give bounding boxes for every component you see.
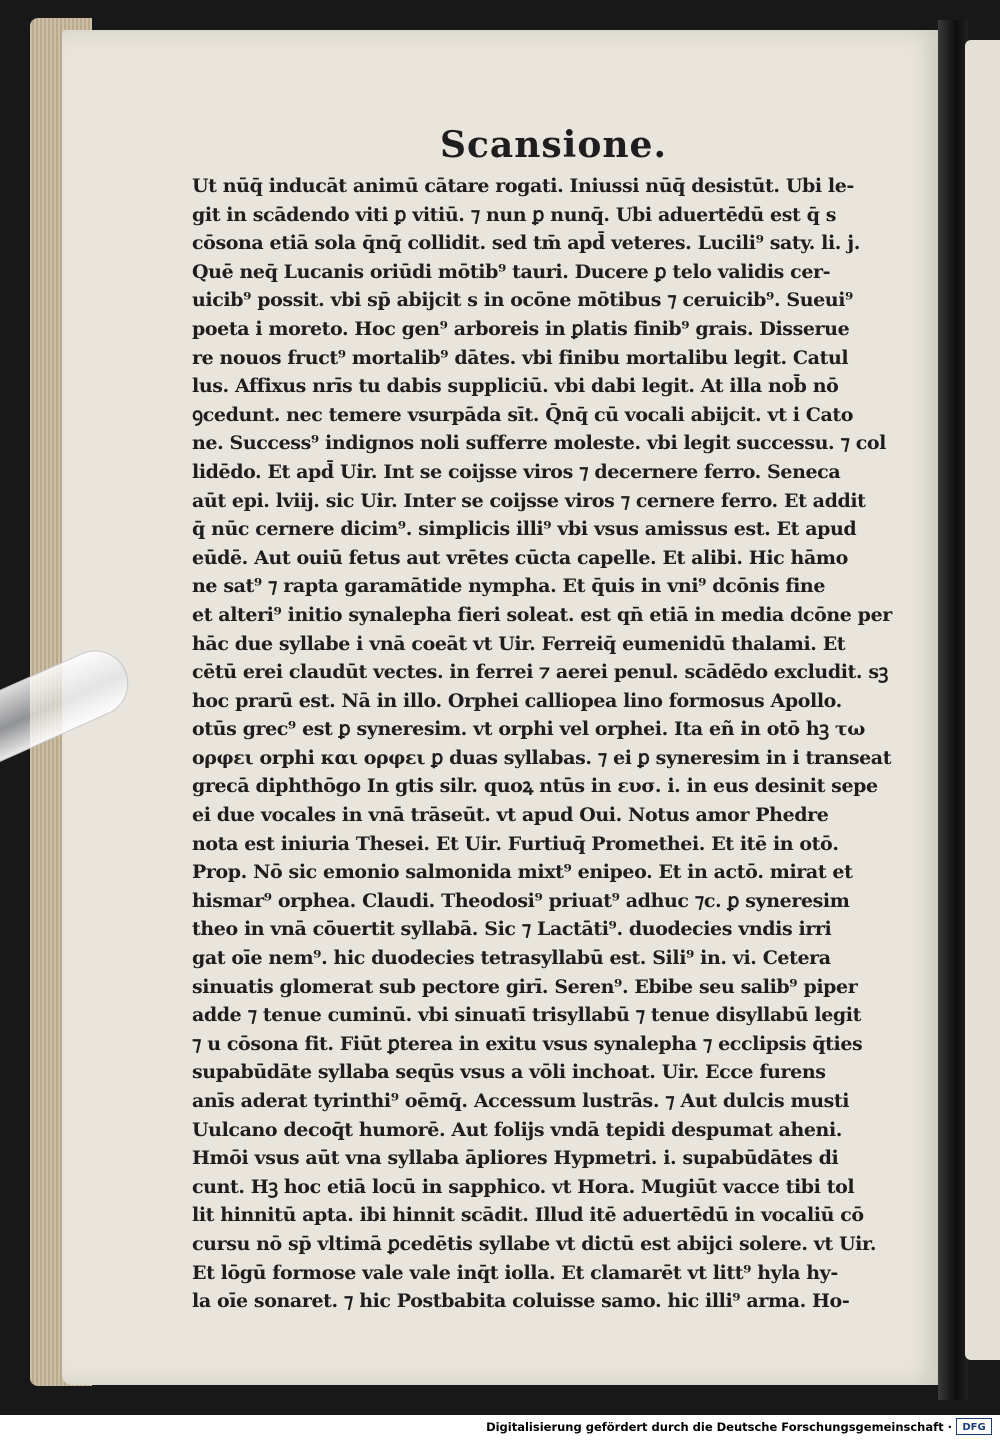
text-line: re nouos fruct⁹ mortalib⁹ dātes. vbi finibu mortalibu legit. Catul	[192, 346, 849, 369]
footer-bar	[0, 1415, 1000, 1440]
text-line: sinuatis glomerat sub pectore girī. Seren⁹. Ebibe seu salib⁹ piper	[192, 975, 858, 998]
text-line: theo in vnā cōuertit syllabā. Sic ⁊ Lactāti⁹. duodecies vndis irri	[192, 918, 832, 941]
book-gutter	[938, 20, 968, 1400]
text-line: Prop. Nō sic emonio salmonida mixt⁹ enipeo. Et in actō. mirat et	[192, 861, 853, 884]
text-line: cursu nō sp̄ vltimā ꝑcedētis syllabe vt dictū est abijci solere. vt Uir.	[192, 1232, 877, 1255]
text-line: Hmōi vsus aūt vna syllaba āpliores Hypmetri. i. supabūdātes di	[192, 1147, 839, 1170]
text-line: ꝯcedunt. nec temere vsurpāda sīt. Q̄nq̄ cū vocali abijcit. vt i Cato	[192, 403, 854, 426]
text-line: ei due vocales in vnā trāseūt. vt apud Oui. Notus amor Phedre	[192, 804, 829, 827]
text-line: Uulcano decoq̄t humorē. Aut folijs vndā tepidi despumat aheni.	[192, 1118, 843, 1141]
text-line: anīs aderat tyrinthi⁹ oēmq̄. Accessum lustrās. ⁊ Aut dulcis musti	[192, 1090, 850, 1112]
text-line: Quē neq̄ Lucanis oriūdi mōtib⁹ tauri. Ducere ꝑ telo validis cer-	[192, 260, 831, 283]
text-line: poeta i moreto. Hoc gen⁹ arboreis in ꝑlatis finib⁹ grais. Disserue	[192, 317, 850, 340]
text-line: uicib⁹ possit. vbi sp̄ abijcit s in ocōne mōtibus ⁊ ceruicib⁹. Sueui⁹	[192, 289, 853, 312]
text-line: cētū erei claudūt vectes. in ferrei ⁊ aerei penul. scādēdo excludit. sꝫ	[192, 661, 888, 684]
dfg-logo[interactable]: DFG	[956, 1418, 992, 1435]
text-line: ⁊ u cōsona fit. Fiūt ꝑterea in exitu vsus synalepha ⁊ ecclipsis q̄ties	[192, 1032, 863, 1055]
text-line: supabūdāte syllaba seqūs vsus a vōli inchoat. Uir. Ecce furens	[192, 1061, 826, 1084]
text-line: cunt. Hꝫ hoc etiā locū in sapphico. vt Hora. Mugiūt vacce tibi tol	[192, 1175, 855, 1198]
text-line: ne sat⁹ ⁊ rapta garamātide nympha. Et q̄uis in vni⁹ dcōnis fine	[192, 575, 826, 598]
text-line: adde ⁊ tenue cuminū. vbi sinuatī trisyllabū ⁊ tenue disyllabū legit	[192, 1004, 861, 1027]
text-line: lidēdo. Et apd̄ Uir. Int se coijsse viros ⁊ decernere ferro. Seneca	[192, 460, 841, 483]
text-line: Et lōgū formose vale vale inq̄t iolla. Et clamarēt vt litt⁹ hyla hy-	[192, 1261, 838, 1284]
text-line: hoc prarū est. Nā in illo. Orphei calliopea lino formosus Apollo.	[192, 689, 842, 712]
text-line: cōsona etiā sola q̄nq̄ collidit. sed tm̄ apd̄ veteres. Lucili⁹ saty. li. j.	[192, 232, 860, 255]
text-line: nota est iniuria Thesei. Et Uir. Furtiuq̄ Promethei. Et itē in otō.	[192, 832, 839, 855]
text-line: et alteri⁹ initio synalepha fieri soleat. est qn̄ etiā in media dcōne per	[192, 603, 892, 626]
text-line: la oīe sonaret. ⁊ hic Postbabita coluisse samo. hic illi⁹ arma. Ho-	[192, 1290, 850, 1313]
text-line: hāc due syllabe i vnā coeāt vt Uir. Ferreiq̄ eumenidū thalami. Et	[192, 632, 846, 655]
text-line: lit hinnitū apta. ibi hinnit scādit. Illud itē aduertēdū in vocaliū cō	[192, 1204, 864, 1227]
text-block	[192, 172, 912, 1316]
text-line: git in scādendo viti ꝑ vitiū. ⁊ nun ꝑ nunq̄. Ubi aduertēdū est q̄ s	[192, 203, 837, 226]
text-line: grecā diphthōgo In gtis silr. quoꝝ ntūs in ευσ. i. in eus desinit sepe	[192, 775, 878, 798]
text-line: lus. Affixus nrīs tu dabis suppliciū. vbi dabi legit. At illa nob̄ nō	[192, 375, 839, 398]
page-heading: Scansione.	[440, 124, 667, 166]
text-line: otūs grec⁹ est ꝑ syneresim. vt orphi vel orphei. Ita eñ in otō hꝫ τω	[192, 718, 865, 741]
facing-page-edge	[965, 40, 1000, 1360]
funding-credit: Digitalisierung gefördert durch die Deutsche Forschungsgemeinschaft ·	[486, 1420, 952, 1434]
text-line: gat oīe nem⁹. hic duodecies tetrasyllabū est. Sili⁹ in. vi. Cetera	[192, 947, 831, 970]
text-line: ne. Success⁹ indignos noli sufferre moleste. vbi legit successu. ⁊ col	[192, 432, 886, 455]
text-line: hismar⁹ orphea. Claudi. Theodosi⁹ priuat⁹ adhuc ⁊c. ꝑ syneresim	[192, 889, 850, 912]
text-line: aūt epi. lviij. sic Uir. Inter se coijsse viros ⁊ cernere ferro. Et addit	[192, 489, 866, 512]
text-line: Ut nūq̄ inducāt animū cātare rogati. Iniussi nūq̄ desistūt. Ubi le-	[192, 175, 854, 197]
text-line: eūdē. Aut ouiū fetus aut vrētes cūcta capelle. Et alibi. Hic hāmo	[192, 546, 848, 569]
text-line: q̄ nūc cernere dicim⁹. simplicis illi⁹ vbi vsus amissus est. Et apud	[192, 518, 857, 541]
text-line: ορφει orphi και ορφει ꝑ duas syllabas. ⁊ ei ꝑ syneresim in i transeat	[192, 746, 892, 769]
